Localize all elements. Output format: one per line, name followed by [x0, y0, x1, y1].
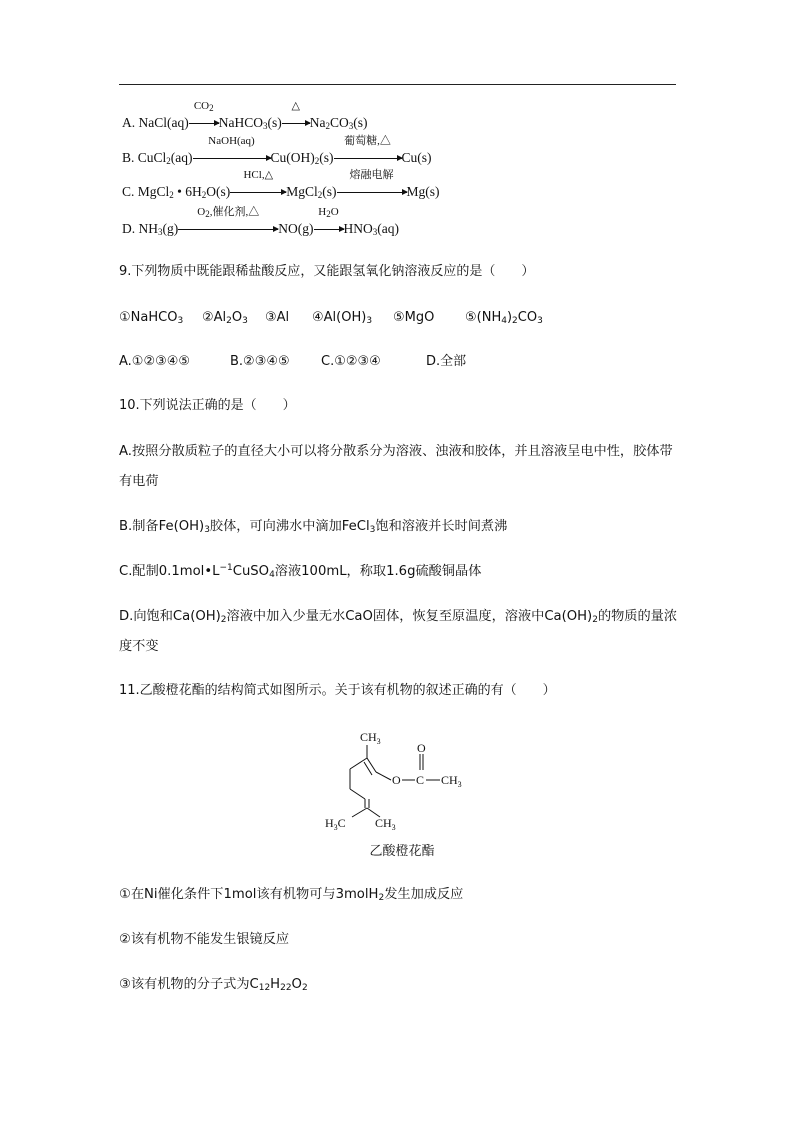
q9-stem: 9.下列物质中既能跟稀盐酸反应，又能跟氢氧化钠溶液反应的是（ ） — [119, 264, 535, 279]
q9-choice-c: C.①②③④ — [321, 354, 381, 369]
structure-caption: 乙酸橙花酯 — [369, 844, 435, 859]
label-h3c-left: $H_3C$ — [325, 816, 346, 832]
label-ch3-right: $CH_3$ — [441, 773, 462, 789]
arrow-d1: $O_2$,催化剂,△ — [178, 220, 278, 238]
bond-3 — [376, 772, 391, 780]
q9-item-5: ⑤MgO — [393, 310, 435, 325]
arrow-c2: 熔融电解 — [337, 183, 407, 201]
arrow-a2: △ — [282, 114, 310, 132]
q9-item-3: ③Al — [265, 310, 290, 325]
q9-choice-d: D.全部 — [426, 354, 467, 369]
q9-item-2: $②Al_2O_3$ — [202, 310, 248, 326]
label-o-double: O — [417, 741, 426, 755]
arrow-b1: NaOH(aq) — [193, 149, 271, 167]
bond-9 — [352, 808, 367, 817]
header-rule — [119, 84, 676, 85]
label-ch3-bottom: $CH_3$ — [375, 816, 396, 832]
label-ch3-top: $CH_3$ — [360, 730, 381, 746]
q11-stem: 11.乙酸橙花酯的结构简式如图所示。关于该有机物的叙述正确的有（ ） — [119, 683, 556, 698]
label-o-ester: O — [392, 773, 401, 787]
q10-option-c: C.配制$0.1mol•L^{-1}CuSO_4$溶液100mL，称取1.6g硫酸铜晶体 — [119, 563, 482, 580]
q9-item-4: $④Al(OH)_3$ — [312, 310, 373, 326]
q10-option-d: D.向饱和$Ca(OH)_2$溶液中加入少量无水CaO固体，恢复至原温度，溶液中$Ca(OH)_2$的物质的量浓度不变 — [119, 609, 678, 654]
q10-option-a: A.按照分散质粒子的直径大小可以将分散系分为溶液、浊液和胶体，并且溶液呈电中性，胶体带有电荷 — [119, 444, 673, 489]
q9-item-6: $⑤(NH_4)_2CO_3$ — [465, 310, 543, 326]
arrow-c1: HCl,△ — [230, 183, 286, 201]
q11-statement-2: ②该有机物不能发生银镜反应 — [119, 932, 290, 947]
arrow-b2: 葡萄糖,△ — [334, 149, 402, 167]
reaction-d: D. $NH_3(g)$ $O_2$,催化剂,△ NO(g) $H_2O$ $HNO_3(aq)$ — [122, 206, 399, 237]
arrow-d2: $H_2O$ — [314, 220, 344, 238]
reaction-a: A. NaCl(aq) $CO_2$ NaHCO$_3$(s) △ $Na_2CO_3(s)$ — [122, 100, 368, 131]
q9-choice-a: A.①②③④⑤ — [119, 354, 191, 369]
q11-statement-1: ①在Ni催化条件下1mol该有机物可与3molH$_2$发生加成反应 — [119, 887, 464, 903]
reaction-c: C. MgCl$_2$ • $6H_2O(s)$ HCl,△ MgCl$_2$(s) 熔融电解 Mg(s) — [122, 169, 440, 200]
structure-diagram — [320, 725, 480, 835]
q11-statement-3: ③该有机物的分子式为$C_{12}H_{22}O_2$ — [119, 977, 308, 993]
arrow-a1: $CO_2$ — [189, 114, 219, 132]
q9-item-1: ①NaHCO$_3$ — [119, 310, 184, 326]
q9-choice-b: B.②③④⑤ — [230, 354, 290, 369]
q10-stem: 10.下列说法正确的是（ ） — [119, 398, 296, 413]
reaction-b: B. CuCl$_2$(aq) NaOH(aq) $Cu(OH)_2(s)$ 葡萄糖,△ Cu(s) — [122, 135, 432, 166]
q10-option-b: B.制备$Fe(OH)_3$胶体，可向沸水中滴加FeCl$_3$饱和溶液并长时间煮沸 — [119, 519, 508, 535]
bond-7 — [350, 789, 365, 799]
label-c-carbonyl: C — [416, 773, 425, 787]
